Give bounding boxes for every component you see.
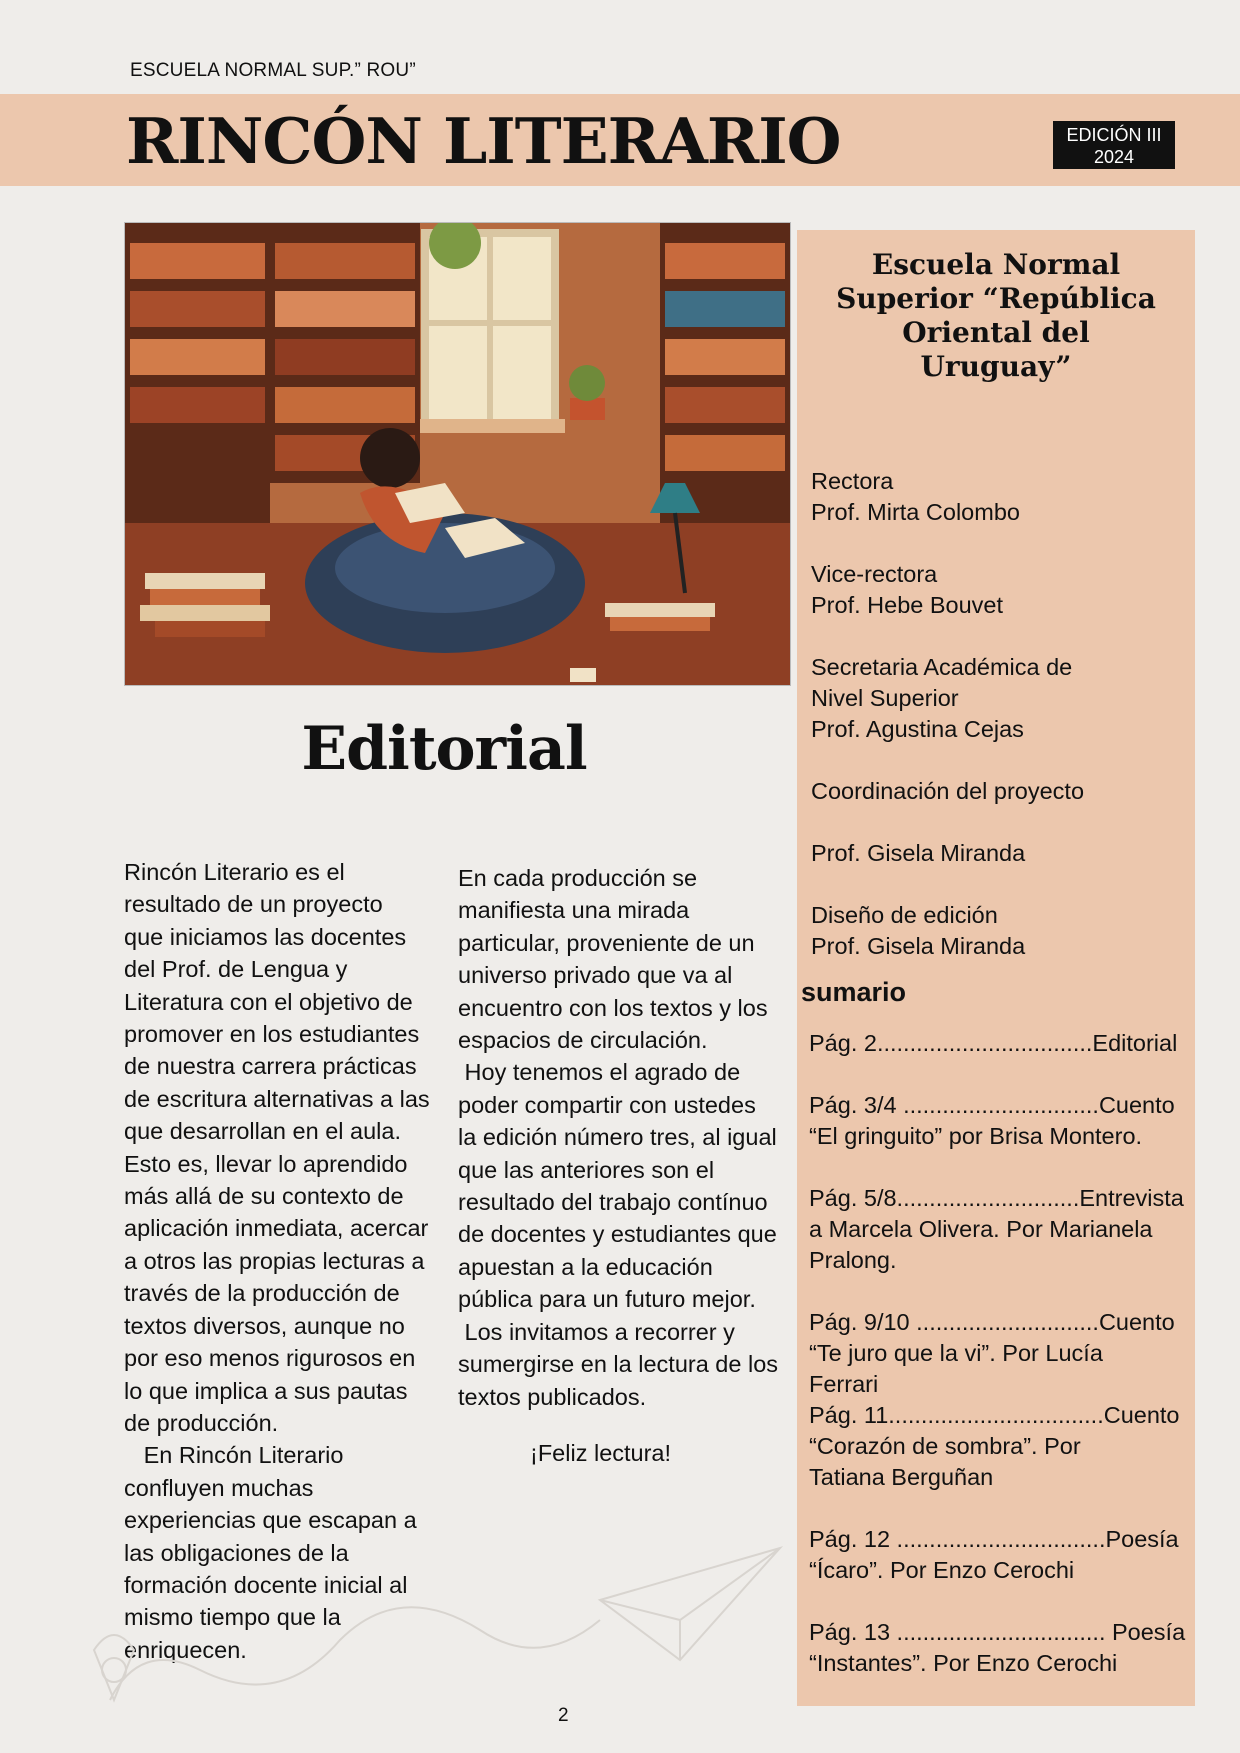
edition-badge bbox=[1053, 121, 1175, 169]
text-line: Hoy tenemos el agrado de bbox=[458, 1059, 741, 1086]
text-line: más allá de su contexto de bbox=[124, 1183, 404, 1210]
credit-line: Secretaria Académica de bbox=[811, 654, 1073, 680]
text-line: universo privado que va al bbox=[458, 962, 733, 989]
text-line: Los invitamos a recorrer y bbox=[458, 1318, 735, 1345]
text-line: manifiesta una mirada bbox=[458, 897, 690, 924]
toc-line: Pág. 11.................................Cuento bbox=[809, 1402, 1180, 1428]
credit-line: Prof. Agustina Cejas bbox=[811, 716, 1024, 742]
text-line: la edición número tres, al igual bbox=[458, 1124, 777, 1151]
text-line: particular, proveniente de un bbox=[458, 929, 755, 956]
toc-line bbox=[809, 1059, 1185, 1090]
staff-credits bbox=[811, 466, 1084, 962]
credit-line bbox=[811, 745, 1084, 776]
toc-line: Pág. 12 ................................Poesía bbox=[809, 1526, 1179, 1552]
toc-line bbox=[809, 1586, 1185, 1617]
text-line: resultado de un proyecto bbox=[124, 891, 383, 918]
text-line: que desarrollan en el aula. bbox=[124, 1118, 401, 1145]
text-line: de escritura alternativas a las bbox=[124, 1085, 430, 1112]
text-line: promover en los estudiantes bbox=[124, 1021, 420, 1048]
credit-line: Prof. Mirta Colombo bbox=[811, 499, 1020, 525]
text-line: lo que implica a sus pautas bbox=[124, 1377, 408, 1404]
school-name-line: Superior “República bbox=[836, 282, 1156, 315]
credit-line bbox=[811, 869, 1084, 900]
text-line: a otros las propias lecturas a bbox=[124, 1247, 425, 1274]
magazine-title: RINCÓN LITERARIO bbox=[126, 104, 841, 178]
credit-line: Prof. Gisela Miranda bbox=[811, 933, 1026, 959]
reading-room-illustration-icon bbox=[124, 222, 791, 686]
text-line: Esto es, llevar lo aprendido bbox=[124, 1150, 408, 1177]
text-line: Literatura con el objetivo de bbox=[124, 988, 413, 1015]
title-banner bbox=[0, 94, 1240, 186]
text-line: que iniciamos las docentes bbox=[124, 923, 407, 950]
toc-line: “Ícaro”. Por Enzo Cerochi bbox=[809, 1557, 1075, 1583]
credits-sidebar bbox=[797, 230, 1195, 1706]
toc-line: a Marcela Olivera. Por Marianela bbox=[809, 1216, 1153, 1242]
credit-line: Prof. Hebe Bouvet bbox=[811, 592, 1004, 618]
school-full-name bbox=[797, 248, 1195, 384]
editorial-column-right bbox=[458, 862, 778, 1413]
toc-line bbox=[809, 1276, 1185, 1307]
text-line: del Prof. de Lengua y bbox=[124, 956, 348, 983]
credit-line: Diseño de edición bbox=[811, 902, 998, 928]
credit-line bbox=[811, 807, 1084, 838]
text-line: formación docente inicial al bbox=[124, 1571, 408, 1598]
school-name-line: Oriental del bbox=[902, 316, 1090, 349]
text-line: mismo tiempo que la bbox=[124, 1604, 341, 1631]
text-line: sumergirse en la lectura de los bbox=[458, 1351, 779, 1378]
editorial-closing: ¡Feliz lectura! bbox=[530, 1440, 672, 1466]
page-number: 2 bbox=[558, 1705, 569, 1726]
toc-line: Tatiana Berguñan bbox=[809, 1464, 994, 1490]
text-line: En Rincón Literario bbox=[124, 1442, 344, 1469]
text-line: Rincón Literario es el bbox=[124, 859, 345, 885]
credit-line: Rectora bbox=[811, 468, 894, 494]
toc-line: “Te juro que la vi”. Por Lucía bbox=[809, 1340, 1103, 1366]
text-line: En cada producción se bbox=[458, 865, 698, 891]
toc-line: “Instantes”. Por Enzo Cerochi bbox=[809, 1650, 1118, 1676]
credit-line bbox=[811, 621, 1084, 652]
toc-line: “Corazón de sombra”. Por bbox=[809, 1433, 1081, 1459]
credit-line: Vice-rectora bbox=[811, 561, 938, 587]
toc-line: Pralong. bbox=[809, 1247, 897, 1273]
school-name-line: Escuela Normal bbox=[871, 248, 1121, 281]
edition-number: EDICIÓN III bbox=[1066, 125, 1162, 145]
text-line: enriquecen. bbox=[124, 1636, 247, 1663]
school-short-name: ESCUELA NORMAL SUP.” ROU” bbox=[130, 60, 416, 81]
school-name-line: Uruguay” bbox=[920, 350, 1072, 383]
text-line: pública para un futuro mejor. bbox=[458, 1286, 756, 1313]
text-line: confluyen muchas bbox=[124, 1474, 314, 1501]
text-line: encuentro con los textos y los bbox=[458, 994, 768, 1021]
text-line: textos diversos, aunque no bbox=[124, 1312, 405, 1339]
text-line: resultado del trabajo contínuo bbox=[458, 1189, 768, 1216]
toc-line: Ferrari bbox=[809, 1371, 879, 1397]
text-line: apuestan a la educación bbox=[458, 1253, 713, 1280]
credit-line: Nivel Superior bbox=[811, 685, 959, 711]
table-of-contents bbox=[809, 1028, 1185, 1679]
toc-line bbox=[809, 1493, 1185, 1524]
edition-year: 2024 bbox=[1093, 147, 1135, 167]
text-line: experiencias que escapan a bbox=[124, 1507, 417, 1534]
text-line: través de la producción de bbox=[124, 1280, 400, 1307]
text-line: por eso menos rigurosos en bbox=[124, 1345, 416, 1372]
sumario-heading: sumario bbox=[801, 977, 907, 1007]
paper-plane-icon bbox=[80, 1520, 800, 1720]
text-line: textos publicados. bbox=[458, 1383, 647, 1410]
toc-line: Pág. 3/4 ..............................Cuento bbox=[809, 1092, 1175, 1118]
toc-line: Pág. 9/10 ............................Cuento bbox=[809, 1309, 1175, 1335]
text-line: espacios de circulación. bbox=[458, 1027, 708, 1054]
toc-line: Pág. 2.................................Editorial bbox=[809, 1030, 1178, 1056]
text-line: las obligaciones de la bbox=[124, 1539, 349, 1566]
text-line: de nuestra carrera prácticas bbox=[124, 1053, 417, 1080]
credit-line: Coordinación del proyecto bbox=[811, 778, 1085, 804]
toc-line: Pág. 13 ................................ Poesía bbox=[809, 1619, 1186, 1645]
text-line: que las anteriores son el bbox=[458, 1156, 715, 1183]
text-line: aplicación inmediata, acercar bbox=[124, 1215, 429, 1242]
editorial-heading: Editorial bbox=[301, 714, 587, 784]
toc-line bbox=[809, 1152, 1185, 1183]
text-line: de docentes y estudiantes que bbox=[458, 1221, 777, 1248]
credit-line bbox=[811, 528, 1084, 559]
toc-line: Pág. 5/8............................Entrevista bbox=[809, 1185, 1184, 1211]
toc-line: “El gringuito” por Brisa Montero. bbox=[809, 1123, 1143, 1149]
text-line: poder compartir con ustedes bbox=[458, 1091, 756, 1118]
credit-line: Prof. Gisela Miranda bbox=[811, 840, 1026, 866]
text-line: de producción. bbox=[124, 1409, 279, 1436]
